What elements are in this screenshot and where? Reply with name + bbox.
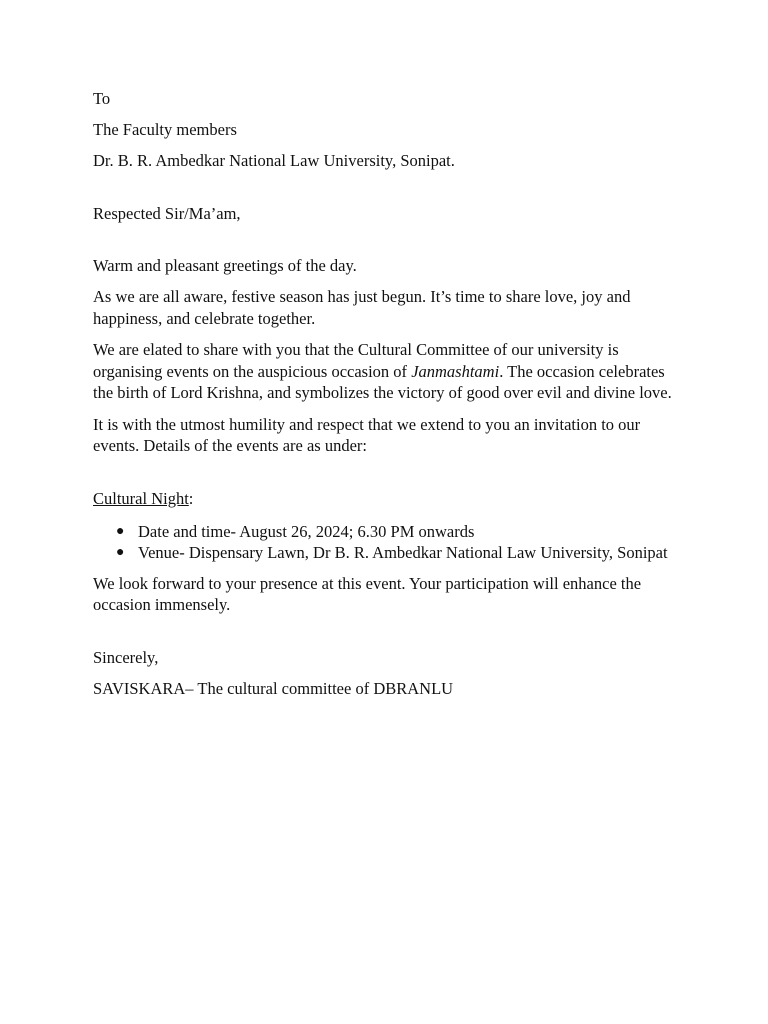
event-heading-title: Cultural Night xyxy=(93,488,189,508)
signature: SAVISKARA– The cultural committee of DBRANLU xyxy=(93,678,454,698)
recipient-line: The Faculty members xyxy=(93,120,237,139)
institution-line: Dr. B. R. Ambedkar National Law University, Sonipat. xyxy=(93,151,455,170)
elated-paragraph-text-2: . The occasion celebrates the birth of Lord Krishna, and symbolizes the victory of good over evil and divine love. xyxy=(93,361,672,402)
janmashtami-italic: Janmashtami xyxy=(411,361,500,381)
event-date-time: Date and time- August 26, 2024; 6.30 PM onwards xyxy=(138,521,475,541)
event-venue: Venue- Dispensary Lawn, Dr B. R. Ambedkar National Law University, Sonipat xyxy=(138,542,668,562)
event-heading xyxy=(93,488,683,509)
elated-paragraph xyxy=(93,339,683,404)
bullet-icon: ● xyxy=(116,523,125,539)
list-item xyxy=(116,542,683,563)
sign-off: Sincerely, xyxy=(93,647,159,667)
salutation: Respected Sir/Ma’am, xyxy=(93,204,241,223)
festive-paragraph: As we are all aware, festive season has just begun. It’s time to share love, joy and happiness, and celebrate together. xyxy=(93,287,631,328)
invitation-paragraph: It is with the utmost humility and respect that we extend to you an invitation to our events. Details of the events are as under: xyxy=(93,414,641,455)
to-label: To xyxy=(93,89,111,108)
letter-body xyxy=(93,88,683,699)
list-item xyxy=(116,521,683,542)
bullet-icon: ● xyxy=(116,544,125,560)
elated-paragraph-text-1: We are elated to share with you that the Cultural Committee of our university is organising events on the auspicious occasion of xyxy=(93,340,619,381)
event-heading-colon: : xyxy=(188,488,194,508)
event-details-list xyxy=(93,521,683,563)
greeting-line: Warm and pleasant greetings of the day. xyxy=(93,256,357,275)
closing-paragraph: We look forward to your presence at this event. Your participation will enhance the occasion immensely. xyxy=(93,573,642,614)
